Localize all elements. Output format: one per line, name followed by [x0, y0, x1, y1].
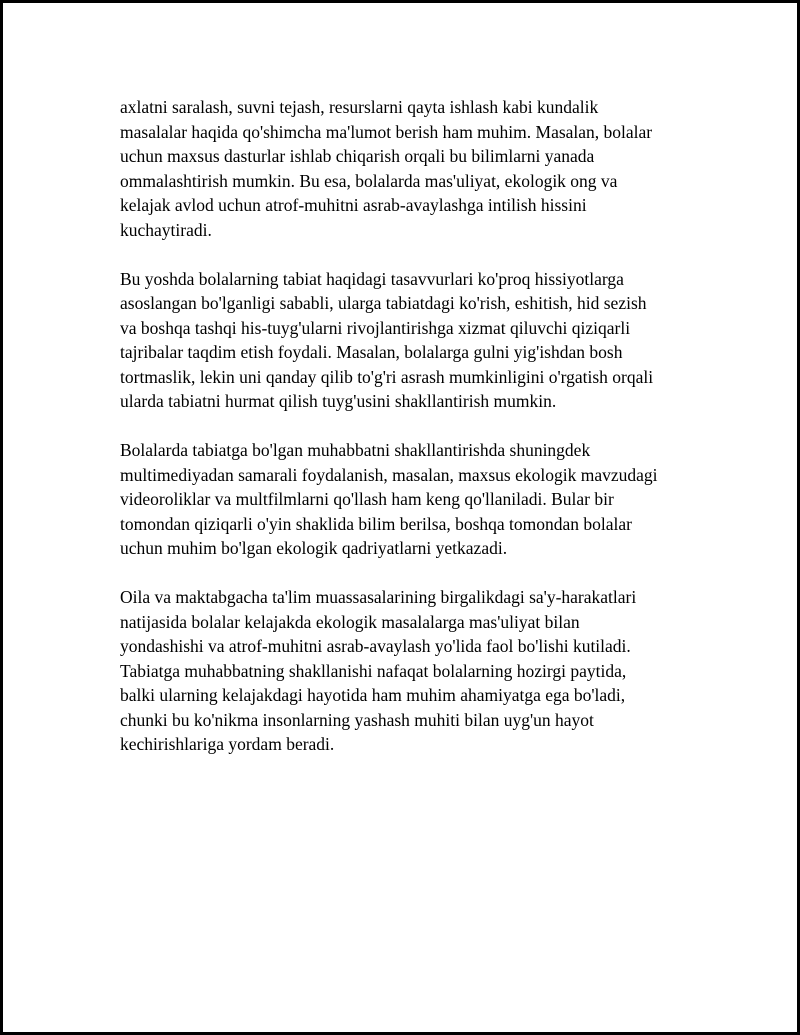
paragraph-1: axlatni saralash, suvni tejash, resurslarni qayta ishlash kabi kundalik masalalar haqida qo'shimcha ma'lumot berish ham muhim. Masalan, bolalar uchun maxsus dasturlar ishlab chiqarish orqali bu bilimlarni yanada ommalashtirish mumkin. Bu esa, bolalarda mas'uliyat, ekologik ong va kelajak avlod uchun atrof-muhitni asrab-avaylashga intilish hissini kuchaytiradi.: [120, 97, 653, 240]
paragraph-3: Bolalarda tabiatga bo'lgan muhabbatni shakllantirishda shuningdek multimediyadan samarali foydalanish, masalan, maxsus ekologik mavzudagi videoroliklar va multfilmlarni qo'llash ham keng qo'llaniladi. Bular bir tomondan qiziqarli o'yin shaklida bilim berilsa, boshqa tomondan bolalar uchun muhim bo'lgan ekologik qadriyatlarni yetkazadi.: [120, 440, 658, 558]
paragraph-4: Oila va maktabgacha ta'lim muassasalarining birgalikdagi sa'y-harakatlari natijasida bolalar kelajakda ekologik masalalarga mas'uliyat bilan yondashishi va atrof-muhitni asrab-avaylash yo'lida faol bo'lishi kutiladi. Tabiatga muhabbatning shakllanishi nafaqat bolalarning hozirgi paytida, balki ularning kelajakdagi hayotida ham muhim ahamiyatga ega bo'ladi, chunki bu ko'nikma insonlarning yashash muhiti bilan uyg'un hayot kechirishlariga yordam beradi.: [120, 587, 637, 754]
document-body: [120, 95, 700, 781]
paragraph-2: Bu yoshda bolalarning tabiat haqidagi tasavvurlari ko'proq hissiyotlarga asoslangan bo'lganligi sababli, ularga tabiatdagi ko'rish, eshitish, hid sezish va boshqa tashqi his-tuyg'ularni rivojlantirishga xizmat qiluvchi qiziqarli tajribalar taqdim etish foydali. Masalan, bolalarga gulni yig'ishdan bosh tortmaslik, lekin uni qanday qilib to'g'ri asrash mumkinligini o'rgatish orqali ularda tabiatni hurmat qilish tuyg'usini shakllantirish mumkin.: [120, 268, 654, 411]
